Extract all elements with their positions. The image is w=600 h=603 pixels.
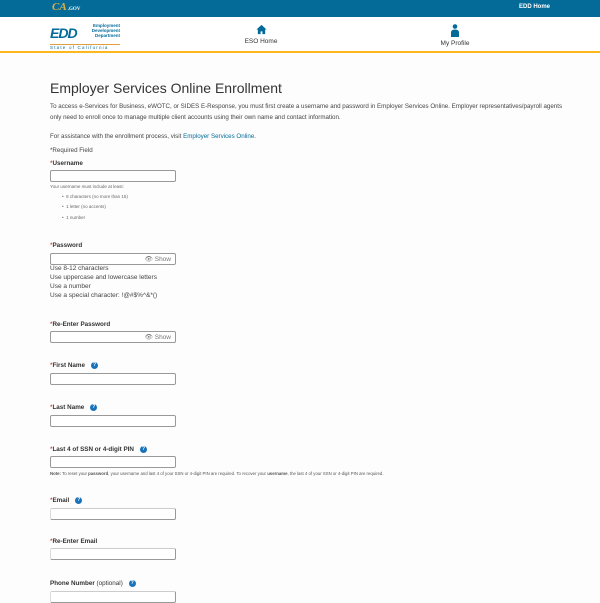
email-label [50,497,82,504]
help-icon[interactable]: ? [92,362,97,368]
last-name-input[interactable] [50,415,176,427]
nav-eso-home[interactable] [221,24,301,45]
required-asterisk: * [50,404,53,412]
help-icon[interactable]: ? [77,497,81,503]
required-asterisk: * [50,362,53,370]
user-icon [450,24,460,37]
rule-text: 8 characters (no more than 15) [66,194,128,199]
required-asterisk: * [50,160,53,167]
last-name-label [50,404,97,411]
rule-text: 1 letter (no accents) [66,204,106,209]
logo-state: State of California [50,44,120,50]
username-rule: • 8 characters (no more than 15) [62,194,128,199]
password-input[interactable] [50,253,176,265]
password-rule: Use uppercase and lowercase letters [50,274,157,281]
username-rules-title: Your username must include at least: [50,184,124,189]
required-asterisk: * [50,497,53,505]
label-text: Last 4 of SSN or 4-digit PIN [52,446,134,454]
logo-word: Development [91,28,120,33]
username-rule: • 1 letter (no accents) [62,204,106,209]
show-password-button[interactable] [145,333,171,341]
required-asterisk: * [50,446,53,454]
password-label [50,242,82,249]
show-label: Show [154,334,171,341]
re-enter-password-label [50,321,110,328]
username-label [50,160,83,167]
label-text: Password [52,242,83,249]
note-text: , the last 4 of your SSN or 4-digit PIN are required. [287,471,384,476]
nav-label: My Profile [440,40,470,47]
password-rule: Use a special character: !@#$%^&*() [50,292,158,299]
password-rule: Use 8-12 characters [50,265,109,272]
help-icon[interactable]: ? [92,404,96,410]
logo-word: Employment [92,23,120,28]
assist-suffix: . [254,133,257,140]
required-asterisk: * [50,538,53,545]
label-text: Phone Number [50,580,95,588]
email-input[interactable] [50,508,176,520]
edd-logo[interactable] [50,23,120,49]
required-asterisk: * [50,242,53,249]
label-text: Email [52,497,70,505]
re-enter-email-input[interactable] [50,548,176,560]
show-label: Show [154,256,171,263]
ssn-note [50,471,384,476]
label-text: Re-Enter Email [52,538,98,545]
label-text: Re-Enter Password [52,321,111,328]
label-text: Last Name [52,404,85,412]
last-4-of-ssn-or-4-digit-pin-label [50,446,147,453]
logo-letters: EDD [50,25,77,41]
required-asterisk: * [50,321,53,328]
phone-number-input[interactable] [50,591,176,603]
help-icon[interactable]: ? [130,580,134,586]
last-4-of-ssn-or-4-digit-pin-input[interactable] [50,456,176,468]
nav-my-profile[interactable] [415,24,495,47]
phone-number-label [50,580,136,587]
re-enter-email-label [50,538,97,545]
username-input[interactable] [50,170,176,182]
note-label: Note: [50,471,61,476]
eye-icon: 👁 [144,256,153,263]
note-bold: username [267,471,288,476]
logo-words [74,23,120,38]
re-enter-password-input[interactable] [50,331,176,343]
note-text: To reset your [60,471,89,476]
label-text: Username [52,160,83,167]
optional-text: (optional) [96,580,123,588]
top-bar [0,0,600,17]
assistance-text [50,131,570,142]
intro-text: To access e-Services for Business, eWOTC, or SIDES E-Response, you must first create a username and password in Employer Services Online. Employer representatives/payroll agents only need to enroll once to manage multiple client accounts using their own name and contact information. [50,103,563,121]
password-rule: Use a number [50,283,91,290]
show-password-button[interactable] [145,255,171,263]
label-text: First Name [52,362,85,370]
page-title: Employer Services Online Enrollment [50,80,282,96]
assist-prefix: For assistance with the enrollment process, visit [50,133,184,140]
logo-word: Department [94,33,120,38]
note-bold: password [88,471,109,476]
employer-services-online-link[interactable]: Employer Services Online [183,133,255,140]
ca-gov-logo[interactable]: CA.GOV [52,1,81,13]
nav-label: ESO Home [244,38,278,45]
rule-text: 1 number [66,215,86,220]
note-text: , your username and last 4 of your SSN or 4-digit PIN are required. To recover your [108,471,268,476]
eye-icon: 👁 [144,334,153,341]
required-note: *Required Field [50,147,93,154]
help-icon[interactable]: ? [141,446,146,452]
username-rule: • 1 number [62,215,86,220]
first-name-label [50,362,98,369]
edd-home-link[interactable]: EDD Home [518,4,550,10]
first-name-input[interactable] [50,373,176,385]
home-icon [256,24,267,35]
site-header [0,17,600,53]
